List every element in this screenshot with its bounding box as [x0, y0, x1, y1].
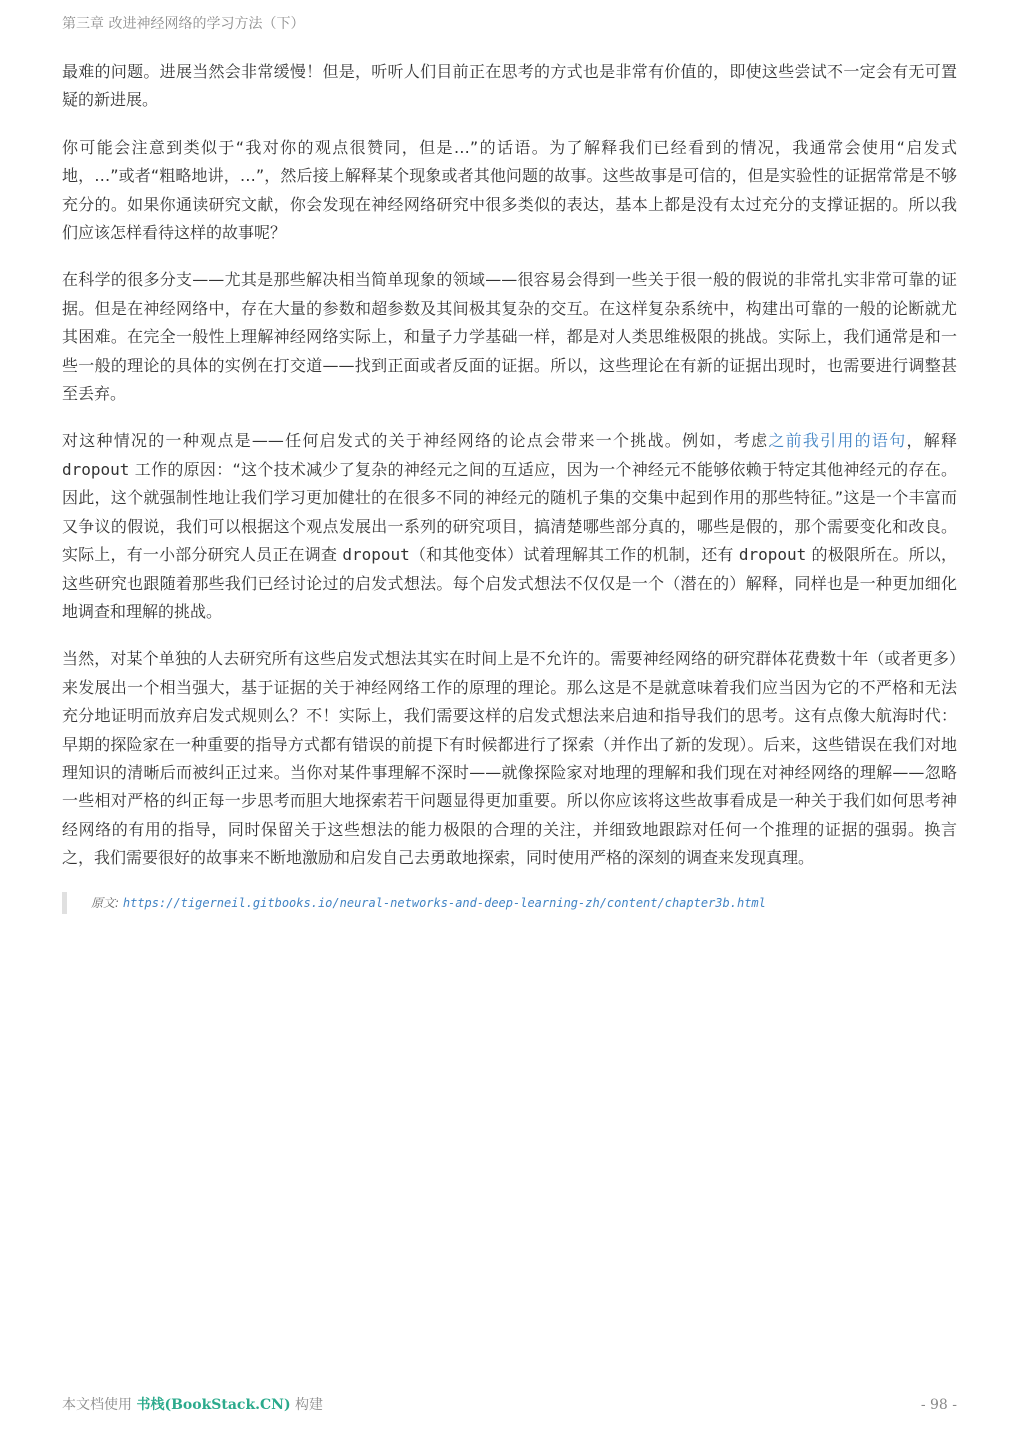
paragraph-3: 在科学的很多分支——尤其是那些解决相当简单现象的领域——很容易会得到一些关于很一般的假说的非常扎实非常可靠的证据。但是在神经网络中，存在大量的参数和超参数及其间极其复杂的交互。在这样复杂系统中，构建出可靠的一般的论断就尤其困难。在完全一般性上理解神经网络实际上，和量子力学基础一样，都是对人类思维极限的挑战。实际上，我们通常是和一些一般的理论的具体的实例在打交道——找到正面或者反面的证据。所以，这些理论在有新的证据出现时，也需要进行调整甚至丢弃。 — [62, 270, 957, 404]
dropout-code-2: dropout — [342, 545, 410, 565]
paragraph-4-text-e: 的极限所在。所以，这些研究也跟随着那些我们已经讨论过的启发式想法。每个启发式想法不仅仅是一个（潜在的）解释，同样也是一种更加细化地调查和理解的挑战。 — [62, 545, 957, 621]
paragraph-4-text-b: ，解释 — [906, 431, 957, 451]
paragraph-4-text-d: （和其他变体）试着理解其工作的机制，还有 — [409, 545, 739, 565]
source-url-link[interactable]: https://tigerneil.gitbooks.io/neural-networks-and-deep-learning-zh/content/chapter3b.html — [122, 895, 766, 910]
source-label: 原文: — [91, 895, 120, 910]
source-blockquote — [62, 892, 957, 914]
previous-quote-link[interactable]: 之前我引用的语句 — [768, 431, 907, 451]
document-body — [62, 58, 957, 914]
footer-credit — [62, 1395, 323, 1415]
paragraph-1: 最难的问题。进展当然会非常缓慢！但是，听听人们目前正在思考的方式也是非常有价值的，即使这些尝试不一定会有无可置疑的新进展。 — [62, 62, 957, 110]
paragraph-4 — [62, 427, 957, 626]
paragraph-4-text-a: 对这种情况的一种观点是——任何启发式的关于神经网络的论点会带来一个挑战。例如，考虑 — [62, 431, 769, 451]
bookstack-brand-link[interactable]: 书栈(BookStack.CN) — [136, 1397, 291, 1413]
paragraph-4-text-c: 工作的原因：“这个技术减少了复杂的神经元之间的互适应，因为一个神经元不能够依赖于特定其他神经元的存在。因此，这个就强制性地让我们学习更加健壮的在很多不同的神经元的随机子集的交集中起到作用的那些特征。”这是一个丰富而又争议的假说，我们可以根据这个观点发展出一系列的研究项目，搞清楚哪些部分真的，哪些是假的，那个需要变化和改良。实际上，有一小部分研究人员正在调查 — [62, 459, 957, 565]
page-number: - 98 - — [920, 1397, 957, 1413]
dropout-code-3: dropout — [738, 545, 807, 565]
running-header: 第三章 改进神经网络的学习方法（下） — [62, 16, 305, 32]
dropout-code-1: dropout — [62, 459, 130, 479]
paragraph-5: 当然，对某个单独的人去研究所有这些启发式想法其实在时间上是不允许的。需要神经网络的研究群体花费数十年（或者更多）来发展出一个相当强大，基于证据的关于神经网络工作的原理的理论。那么这是不是就意味着我们应当因为它的不严格和无法充分地证明而放弃启发式规则么？不！实际上，我们需要这样的启发式想法来启迪和指导我们的思考。这有点像大航海时代：早期的探险家在一种重要的指导方式都有错误的前提下有时候都进行了探索（并作出了新的发现）。后来，这些错误在我们对地理知识的清晰后而被纠正过来。当你对某件事理解不深时——就像探险家对地理的理解和我们现在对神经网络的理解——忽略一些相对严格的纠正每一步思考而胆大地探索若干问题显得更加重要。所以你应该将这些故事看成是一种关于我们如何思考神经网络的有用的指导，同时保留关于这些想法的能力极限的合理的关注，并细致地跟踪对任何一个推理的证据的强弱。换言之，我们需要很好的故事来不断地激励和启发自己去勇敢地探索，同时使用严格的深刻的调查来发现真理。 — [62, 649, 957, 868]
footer-suffix: 构建 — [290, 1397, 324, 1413]
paragraph-2: 你可能会注意到类似于“我对你的观点很赞同，但是…”的话语。为了解释我们已经看到的情况，我通常会使用“启发式地，…”或者“粗略地讲，…”，然后接上解释某个现象或者其他问题的故事。这些故事是可信的，但是实验性的证据常常是不够充分的。如果你通读研究文献，你会发现在神经网络研究中很多类似的表达，基本上都是没有太过充分的支撑证据的。所以我们应该怎样看待这样的故事呢？ — [62, 137, 957, 243]
footer-prefix: 本文档使用 — [62, 1397, 137, 1413]
